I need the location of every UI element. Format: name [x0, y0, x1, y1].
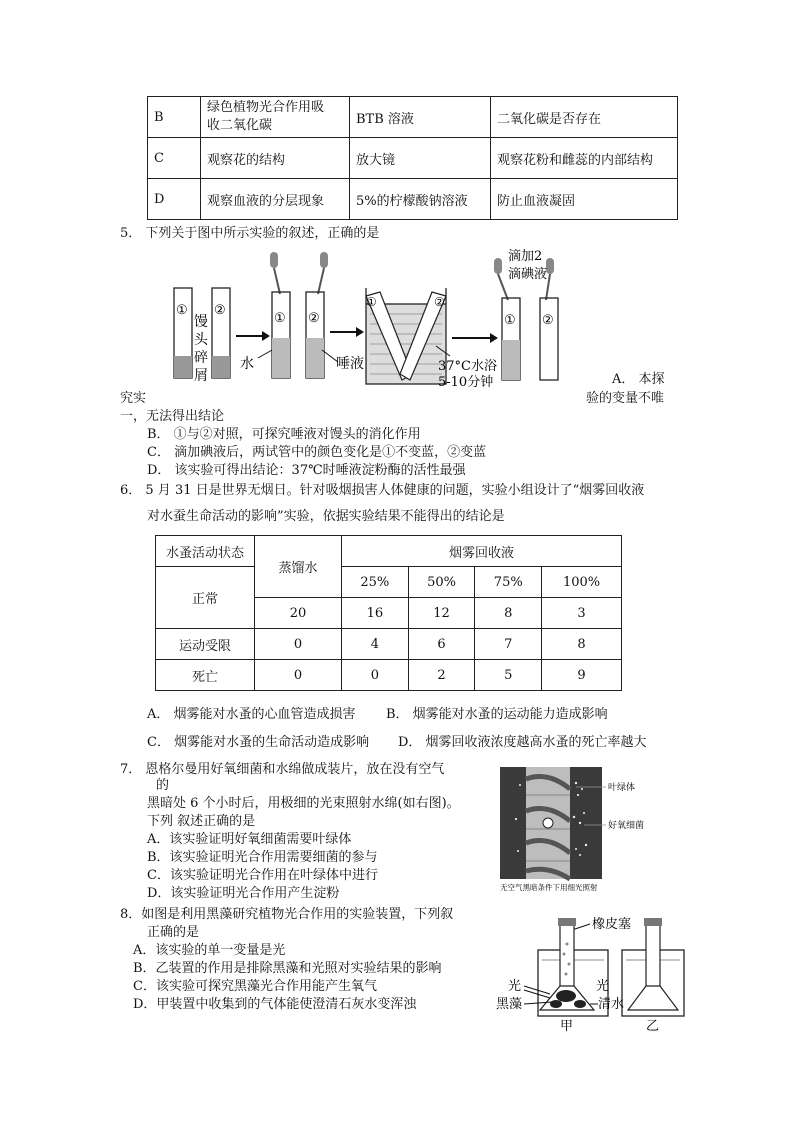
- saliva-label: 唾液: [336, 356, 364, 372]
- q8-stem: 8．如图是利用黑藻研究植物光合作用的实验装置，下列叙: [120, 907, 454, 922]
- tube-label-1: ①: [366, 295, 377, 309]
- dropper: [546, 258, 554, 300]
- q6-option-d: D． 烟雾回收液浓度越高水蚤的死亡率越大: [398, 735, 647, 750]
- row-label: 运动受限: [156, 629, 255, 660]
- q8-option-b: B．乙装置的作用是排除黑藻和光照对实验结果的影响: [133, 961, 442, 976]
- cell-value: 5: [475, 660, 542, 691]
- q7-option-a: A．该实验证明好氧细菌需要叶绿体: [147, 832, 352, 847]
- q5-figure: [160, 246, 680, 396]
- q7-figure: [498, 765, 658, 893]
- header-state: 水蚤活动状态: [156, 536, 255, 567]
- tube-label-2: ②: [542, 313, 554, 328]
- cell-experiment: 观察花的结构: [201, 138, 350, 179]
- test-tube-2: [540, 298, 558, 380]
- header-smoke: 烟雾回收液: [342, 536, 622, 567]
- table-row: [156, 536, 622, 567]
- tube-label-1: ①: [504, 313, 516, 328]
- cell-value: 12: [408, 598, 475, 629]
- cell-value: 8: [475, 598, 542, 629]
- q5-wrap-text: 一，无法得出结论: [120, 409, 225, 424]
- concentration: 50%: [408, 567, 475, 598]
- q5-option-c: C． 滴加碘液后，两试管中的颜色变化是①不变蓝，②变蓝: [147, 445, 487, 460]
- test-tube-2: [212, 288, 230, 378]
- iodine-label: 滴加2: [508, 249, 543, 264]
- table-row: [156, 660, 622, 691]
- table-row: [148, 138, 678, 179]
- cell-value: 6: [408, 629, 475, 660]
- row-label: 正常: [156, 567, 255, 629]
- cell-letter: C: [148, 138, 201, 179]
- cell-letter: D: [148, 179, 201, 220]
- q5-option-d: D． 该实验可得出结论：37℃时唾液淀粉酶的活性最强: [147, 463, 466, 478]
- table-row: [156, 629, 622, 660]
- cell-value: 7: [475, 629, 542, 660]
- q6-option-b: B． 烟雾能对水蚤的运动能力造成影响: [386, 707, 608, 722]
- daphnia-table: [155, 535, 622, 691]
- q7-stem: 黑暗处 6 个小时后，用极细的光束照射水绵(如右图)。: [147, 796, 460, 811]
- apparatus-label-yi: 乙: [646, 1019, 660, 1034]
- stopper-label: 橡皮塞: [592, 917, 632, 932]
- q7-option-b: B．该实验证明光合作用需要细菌的参与: [147, 850, 378, 865]
- test-tube-2: [306, 292, 324, 378]
- cell-value: 20: [255, 598, 342, 629]
- q5-option-a: A． 本探: [612, 372, 665, 387]
- cell-material: 放大镜: [350, 138, 491, 179]
- dropper: [270, 252, 280, 294]
- tube-label-1: ①: [176, 303, 188, 318]
- cell-value: 3: [542, 598, 622, 629]
- q5-option-b: B． ①与②对照，可探究唾液对馒头的消化作用: [147, 427, 421, 442]
- q8-option-a: A．该实验的单一变量是光: [133, 943, 286, 958]
- apparatus-label-jia: 甲: [560, 1019, 574, 1034]
- test-tube-1: [502, 298, 520, 380]
- mantou-label: 碎: [194, 350, 208, 366]
- cell-value: 0: [342, 660, 409, 691]
- mantou-label: 头: [194, 332, 208, 348]
- table-row: [148, 97, 678, 138]
- bath-label: 5-10分钟: [438, 375, 494, 390]
- tube-label-2: ②: [308, 311, 320, 326]
- water-label: 清水: [598, 997, 625, 1012]
- concentration: 75%: [475, 567, 542, 598]
- q6-option-a: A． 烟雾能对水蚤的心血管造成损害: [147, 707, 356, 722]
- q8-option-c: C．该实验可探究黑藻光合作用能产生氧气: [133, 979, 377, 994]
- light-spot: [543, 818, 553, 828]
- cell-letter: B: [148, 97, 201, 138]
- label-chloroplast: 叶绿体: [608, 783, 636, 793]
- test-tube-1: [272, 292, 290, 378]
- cell-value: 9: [542, 660, 622, 691]
- iodine-label: 滴碘液: [508, 267, 548, 282]
- dropper: [318, 252, 328, 294]
- cell-material: 5%的柠檬酸钠溶液: [350, 179, 491, 220]
- q5-wrap-text: 究实: [120, 391, 147, 406]
- cell-purpose: 观察花粉和雌蕊的内部结构: [491, 138, 678, 179]
- q5-stem: 5． 下列关于图中所示实验的叙述，正确的是: [120, 226, 380, 241]
- mantou-label: 馒: [194, 314, 208, 330]
- q6-stem: 6． 5 月 31 日是世界无烟日。针对吸烟损害人体健康的问题，实验小组设计了“烟雾回收液: [120, 483, 645, 498]
- water-label: 水: [240, 356, 254, 372]
- q6-stem: 对水蚕生命活动的影响”实验，依据实验结果不能得出的结论是: [147, 509, 505, 524]
- tube-label-1: ①: [274, 311, 286, 326]
- q7-option-c: C．该实验证明光合作用在叶绿体中进行: [147, 868, 378, 883]
- q8-stem: 正确的是: [147, 925, 200, 940]
- row-label: 死亡: [156, 660, 255, 691]
- cell-value: 8: [542, 629, 622, 660]
- cell-experiment: 观察血液的分层现象: [201, 179, 350, 220]
- cell-purpose: 防止血液凝固: [491, 179, 678, 220]
- mantou-label: 屑: [194, 368, 208, 384]
- q8-option-d: D．甲装置中收集到的气体能使澄清石灰水变浑浊: [133, 997, 417, 1012]
- q7-option-d: D．该实验证明光合作用产生淀粉: [147, 886, 340, 901]
- cell-material: BTB 溶液: [350, 97, 491, 138]
- table-row: [156, 567, 622, 598]
- concentration: 100%: [542, 567, 622, 598]
- table-row: [148, 179, 678, 220]
- light-label: 光: [596, 979, 610, 994]
- cell-value: 0: [255, 629, 342, 660]
- header-water: 蒸馏水: [255, 536, 342, 598]
- q7-stem: 的: [156, 778, 170, 793]
- test-tube-1: [174, 288, 192, 378]
- tube-label-2: ②: [434, 295, 445, 309]
- label-bacteria: 好氧细菌: [608, 821, 645, 831]
- q5-option-a-cont: 验的变量不唯: [586, 391, 665, 406]
- q8-figure: [494, 914, 686, 1034]
- cell-value: 16: [342, 598, 409, 629]
- q6-option-c: C． 烟雾能对水蚤的生命活动造成影响: [147, 735, 370, 750]
- cell-value: 0: [255, 660, 342, 691]
- concentration: 25%: [342, 567, 409, 598]
- figure-caption: 无空气黑暗条件下用细光照射: [500, 883, 598, 892]
- cell-experiment: 绿色植物光合作用吸 收二氧化碳: [201, 97, 350, 138]
- light-label: 光: [508, 979, 522, 994]
- cell-value: 4: [342, 629, 409, 660]
- beaker-yi: [622, 918, 684, 1016]
- experiment-table: [147, 96, 678, 220]
- cell-purpose: 二氧化碳是否存在: [491, 97, 678, 138]
- cell-value: 2: [408, 660, 475, 691]
- tube-label-2: ②: [214, 303, 226, 318]
- q7-stem: 下列 叙述正确的是: [147, 814, 256, 829]
- algae-label: 黑藻: [496, 997, 523, 1012]
- bath-label: 37°C水浴: [438, 359, 497, 374]
- dropper: [494, 258, 508, 300]
- q7-stem: 7． 恩格尔曼用好氧细菌和水绵做成装片，放在没有空气: [120, 762, 445, 777]
